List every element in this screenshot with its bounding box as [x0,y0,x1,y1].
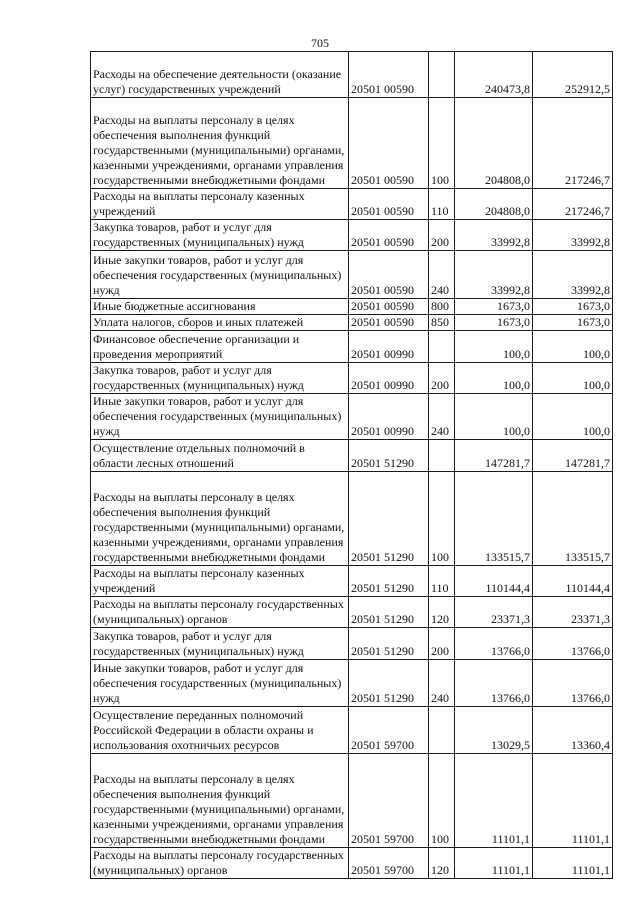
expense-type-code: 110 [429,566,455,597]
amount-second-year: 1673,0 [533,299,613,315]
budget-code: 20501 00590 [349,52,429,98]
line-item-name: Уплата налогов, сборов и иных платежей [91,315,349,331]
budget-code: 20501 00590 [349,98,429,189]
amount-second-year: 100,0 [533,394,613,440]
amount-second-year: 23371,3 [533,597,613,628]
line-item-name: Расходы на выплаты персоналу в целях обеспечения выполнения функций государственными (муниципальными) органами, казенными учреждениями, органами управления государственными внебюджетными фондами [91,98,349,189]
amount-second-year: 11101,1 [533,848,613,879]
line-item-name: Осуществление отдельных полномочий в области лесных отношений [91,440,349,472]
line-item-name: Осуществление переданных полномочий Российской Федерации в области охраны и использования охотничьих ресурсов [91,707,349,754]
line-item-name: Финансовое обеспечение организации и проведения мероприятий [91,331,349,363]
amount-first-year: 100,0 [455,394,533,440]
amount-first-year: 100,0 [455,331,533,363]
line-item-name: Закупка товаров, работ и услуг для государственных (муниципальных) нужд [91,220,349,251]
amount-first-year: 11101,1 [455,848,533,879]
expense-type-code: 100 [429,472,455,566]
amount-first-year: 240473,8 [455,52,533,98]
amount-first-year: 204808,0 [455,98,533,189]
amount-first-year: 1673,0 [455,315,533,331]
line-item-name: Расходы на выплаты персоналу государственных (муниципальных) органов [91,597,349,628]
amount-second-year: 13766,0 [533,660,613,707]
table-row [91,251,613,299]
budget-code: 20501 00990 [349,394,429,440]
table-row [91,440,613,472]
budget-code: 20501 51290 [349,440,429,472]
line-item-name: Расходы на обеспечение деятельности (оказание услуг) государственных учреждений [91,52,349,98]
line-item-name: Расходы на выплаты персоналу казенных учреждений [91,566,349,597]
line-item-name: Расходы на выплаты персоналу в целях обеспечения выполнения функций государственными (муниципальными) органами, казенными учреждениями, органами управления государственными внебюджетными фондами [91,472,349,566]
line-item-name: Расходы на выплаты персоналу государственных (муниципальных) органов [91,848,349,879]
amount-first-year: 13029,5 [455,707,533,754]
expense-type-code: 200 [429,628,455,660]
expense-type-code [429,440,455,472]
amount-first-year: 1673,0 [455,299,533,315]
amount-second-year: 13360,4 [533,707,613,754]
amount-second-year: 217246,7 [533,98,613,189]
amount-second-year: 13766,0 [533,628,613,660]
amount-first-year: 13766,0 [455,660,533,707]
amount-first-year: 23371,3 [455,597,533,628]
table-row [91,363,613,394]
budget-code: 20501 00590 [349,251,429,299]
expense-type-code [429,707,455,754]
expense-type-code: 240 [429,660,455,707]
expense-type-code: 100 [429,754,455,848]
amount-first-year: 147281,7 [455,440,533,472]
budget-table [90,51,613,879]
expense-type-code: 240 [429,394,455,440]
amount-first-year: 204808,0 [455,189,533,220]
amount-first-year: 13766,0 [455,628,533,660]
budget-code: 20501 51290 [349,660,429,707]
amount-second-year: 1673,0 [533,315,613,331]
budget-table-body [91,52,613,879]
budget-code: 20501 59700 [349,754,429,848]
amount-second-year: 133515,7 [533,472,613,566]
budget-code: 20501 00990 [349,331,429,363]
table-row [91,299,613,315]
amount-second-year: 100,0 [533,331,613,363]
budget-code: 20501 59700 [349,707,429,754]
expense-type-code: 100 [429,98,455,189]
amount-second-year: 147281,7 [533,440,613,472]
expense-type-code: 200 [429,363,455,394]
table-row [91,52,613,98]
expense-type-code: 120 [429,848,455,879]
budget-code: 20501 00590 [349,315,429,331]
amount-second-year: 11101,1 [533,754,613,848]
table-row [91,707,613,754]
budget-code: 20501 59700 [349,848,429,879]
line-item-name: Иные закупки товаров, работ и услуг для обеспечения государственных (муниципальных) нужд [91,660,349,707]
amount-first-year: 133515,7 [455,472,533,566]
amount-second-year: 252912,5 [533,52,613,98]
table-row [91,315,613,331]
table-row [91,331,613,363]
amount-second-year: 110144,4 [533,566,613,597]
budget-code: 20501 51290 [349,566,429,597]
amount-first-year: 110144,4 [455,566,533,597]
expense-type-code: 240 [429,251,455,299]
amount-second-year: 33992,8 [533,220,613,251]
table-row [91,754,613,848]
table-row [91,660,613,707]
amount-second-year: 100,0 [533,363,613,394]
table-row [91,848,613,879]
budget-code: 20501 51290 [349,472,429,566]
budget-code: 20501 00590 [349,189,429,220]
line-item-name: Закупка товаров, работ и услуг для государственных (муниципальных) нужд [91,363,349,394]
amount-first-year: 33992,8 [455,251,533,299]
table-row [91,597,613,628]
amount-second-year: 217246,7 [533,189,613,220]
amount-first-year: 11101,1 [455,754,533,848]
budget-code: 20501 00590 [349,220,429,251]
line-item-name: Расходы на выплаты персоналу в целях обеспечения выполнения функций государственными (муниципальными) органами, казенными учреждениями, органами управления государственными внебюджетными фондами [91,754,349,848]
table-row [91,98,613,189]
line-item-name: Расходы на выплаты персоналу казенных учреждений [91,189,349,220]
line-item-name: Иные закупки товаров, работ и услуг для обеспечения государственных (муниципальных) нужд [91,394,349,440]
table-row [91,189,613,220]
table-row [91,628,613,660]
budget-code: 20501 51290 [349,597,429,628]
line-item-name: Иные бюджетные ассигнования [91,299,349,315]
expense-type-code: 200 [429,220,455,251]
amount-second-year: 33992,8 [533,251,613,299]
expense-type-code [429,52,455,98]
expense-type-code: 850 [429,315,455,331]
line-item-name: Иные закупки товаров, работ и услуг для обеспечения государственных (муниципальных) нужд [91,251,349,299]
expense-type-code: 110 [429,189,455,220]
budget-code: 20501 51290 [349,628,429,660]
amount-first-year: 33992,8 [455,220,533,251]
expense-type-code: 120 [429,597,455,628]
page-number: 705 [311,36,329,50]
expense-type-code [429,331,455,363]
table-row [91,394,613,440]
table-row [91,220,613,251]
line-item-name: Закупка товаров, работ и услуг для государственных (муниципальных) нужд [91,628,349,660]
table-row [91,566,613,597]
budget-code: 20501 00990 [349,363,429,394]
table-row [91,472,613,566]
amount-first-year: 100,0 [455,363,533,394]
budget-code: 20501 00590 [349,299,429,315]
expense-type-code: 800 [429,299,455,315]
